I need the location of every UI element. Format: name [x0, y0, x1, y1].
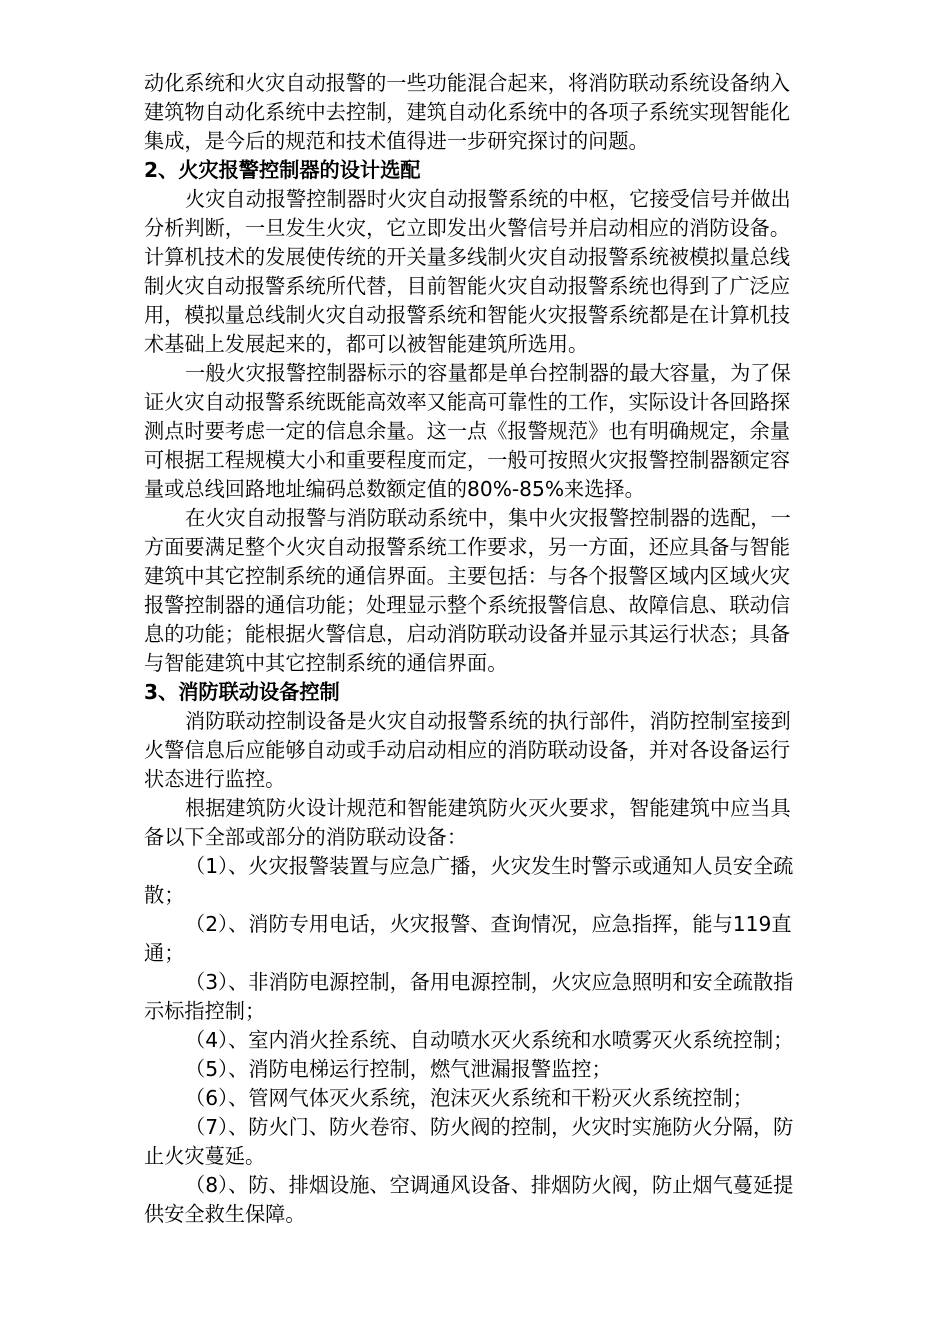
paragraph-line: 制火灾自动报警系统所代替，目前智能火灾自动报警系统也得到了广泛应 [144, 274, 791, 298]
paragraph-line: 量或总线回路地址编码总数额定值的80%-85%来选择。 [144, 477, 645, 501]
list-item: （1）、火灾报警装置与应急广播，火灾发生时警示或通知人员安全疏 [185, 854, 794, 878]
list-item: （7）、防火门、防火卷帘、防火阀的控制，火灾时实施防火分隔，防 [185, 1115, 794, 1139]
list-item-continuation: 供安全救生保障。 [144, 1202, 306, 1226]
list-item-continuation: 示标指控制； [144, 999, 266, 1023]
paragraph-line: 状态进行监控。 [144, 767, 286, 791]
list-item-continuation: 止火灾蔓延。 [144, 1144, 266, 1168]
paragraph-line: 可根据工程规模大小和重要程度而定，一般可按照火灾报警控制器额定容 [144, 448, 791, 472]
section-heading: 2、火灾报警控制器的设计选配 [144, 158, 421, 182]
list-item: （4）、室内消火拴系统、自动喷水灭火系统和水喷雾灭火系统控制； [185, 1028, 794, 1052]
paragraph-line: 方面要满足整个火灾自动报警系统工作要求，另一方面，还应具备与智能 [144, 535, 791, 559]
paragraph-line: 报警控制器的通信功能；处理显示整个系统报警信息、故障信息、联动信 [144, 593, 791, 617]
paragraph-line: 建筑中其它控制系统的通信界面。主要包括：与各个报警区域内区域火灾 [144, 564, 791, 588]
paragraph-line: 与智能建筑中其它控制系统的通信界面。 [144, 651, 508, 675]
paragraph-line: 测点时要考虑一定的信息余量。这一点《报警规范》也有明确规定，余量 [144, 419, 791, 443]
paragraph-line: 火警信息后应能够自动或手动启动相应的消防联动设备，并对各设备运行 [144, 738, 791, 762]
paragraph-line: 根据建筑防火设计规范和智能建筑防火灭火要求，智能建筑中应当具 [185, 796, 791, 820]
paragraph-line: 在火灾自动报警与消防联动系统中，集中火灾报警控制器的选配，一 [185, 506, 791, 530]
list-item-continuation: 通； [144, 941, 185, 965]
paragraph-line: 集成，是今后的规范和技术值得进一步研究探讨的问题。 [144, 129, 649, 153]
paragraph-line: 备以下全部或部分的消防联动设备： [144, 825, 468, 849]
paragraph-line: 建筑物自动化系统中去控制，建筑自动化系统中的各项子系统实现智能化 [144, 100, 791, 124]
list-item: （3）、非消防电源控制，备用电源控制，火灾应急照明和安全疏散指 [185, 970, 794, 994]
paragraph-line: 动化系统和火灾自动报警的一些功能混合起来，将消防联动系统设备纳入 [144, 71, 791, 95]
paragraph-line: 一般火灾报警控制器标示的容量都是单台控制器的最大容量，为了保 [185, 361, 791, 385]
section-heading: 3、消防联动设备控制 [144, 680, 340, 704]
paragraph-line: 术基础上发展起来的，都可以被智能建筑所选用。 [144, 332, 589, 356]
paragraph-line: 计算机技术的发展使传统的开关量多线制火灾自动报警系统被模拟量总线 [144, 245, 791, 269]
list-item-continuation: 散； [144, 883, 185, 907]
list-item: （6）、管网气体灭火系统，泡沫灭火系统和干粉灭火系统控制； [185, 1086, 753, 1110]
paragraph-line: 证火灾自动报警系统既能高效率又能高可靠性的工作，实际设计各回路探 [144, 390, 791, 414]
paragraph-line: 分析判断，一旦发生火灾，它立即发出火警信号并启动相应的消防设备。 [144, 216, 791, 240]
paragraph-line: 消防联动控制设备是火灾自动报警系统的执行部件，消防控制室接到 [185, 709, 791, 733]
paragraph-line: 用，模拟量总线制火灾自动报警系统和智能火灾报警系统都是在计算机技 [144, 303, 791, 327]
paragraph-line: 火灾自动报警控制器时火灾自动报警系统的中枢，它接受信号并做出 [185, 187, 791, 211]
list-item: （5）、消防电梯运行控制，燃气泄漏报警监控； [185, 1057, 612, 1081]
list-item: （8）、防、排烟设施、空调通风设备、排烟防火阀，防止烟气蔓延提 [185, 1173, 794, 1197]
list-item: （2）、消防专用电话，火灾报警、查询情况，应急指挥，能与119直 [185, 912, 792, 936]
paragraph-line: 息的功能；能根据火警信息，启动消防联动设备并显示其运行状态；具备 [144, 622, 791, 646]
